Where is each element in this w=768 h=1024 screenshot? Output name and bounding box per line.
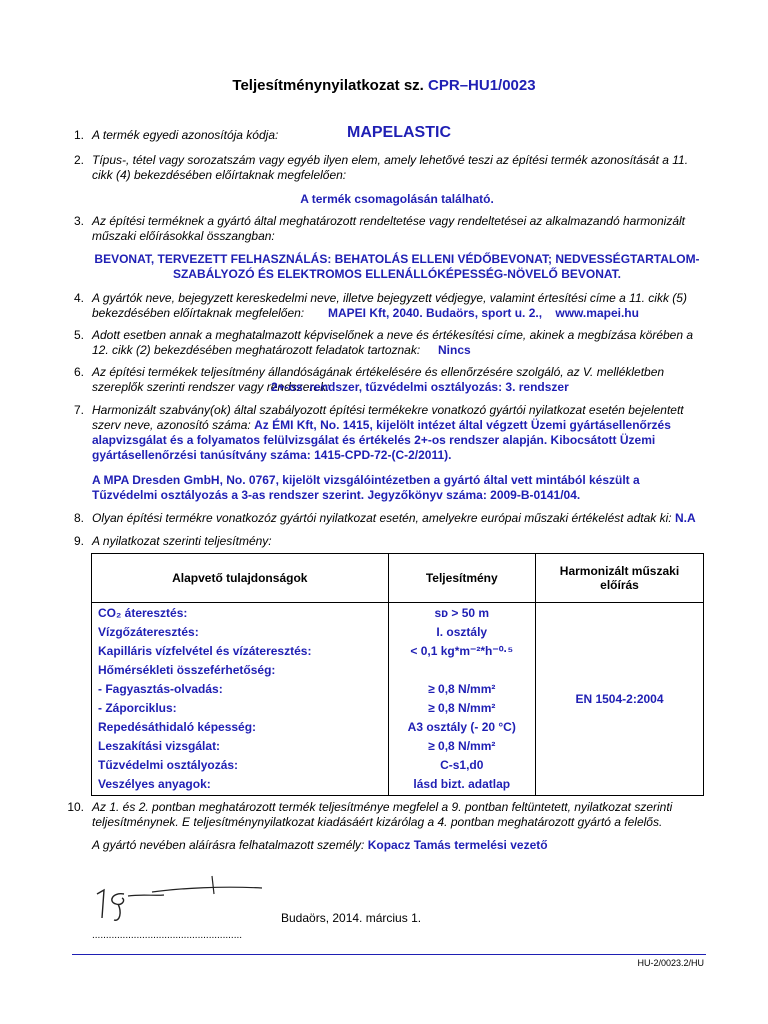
table-cell-value: [389, 661, 535, 680]
table-cell-value: sᴅ > 50 m: [434, 606, 490, 620]
item-2-text: Típus-, tétel vagy sorozatszám vagy egyéb ilyen elem, amely lehetővé teszi az építési termék azonosítását a 11. cikk (4) bekezdésében előírtaknak megfelelően:: [92, 153, 689, 182]
item-8-text: Olyan építési termékre vonatkozóz gyártói nyilatkozat esetén, amelyekre európai műszaki értékelést adtak ki:: [92, 511, 672, 525]
table-cell-value: ≥ 0,8 N/mm²: [428, 701, 496, 715]
table-body-row: [92, 603, 704, 796]
table-row: Tűzvédelmi osztályozás:: [98, 758, 239, 772]
title-prefix: Teljesítménynyilatkozat sz.: [232, 77, 424, 94]
table-row: Leszakítási vizsgálat:: [98, 739, 221, 753]
item-number: 10.: [67, 800, 84, 814]
item-3-text: Az építési terméknek a gyártó által meghatározott rendeltetése vagy rendeltetései az alkalmazandó harmonizált műszaki előírásokkal összangban:: [92, 214, 685, 243]
footer-divider: [72, 954, 706, 955]
item-number: 1.: [73, 128, 84, 142]
performance-column: [388, 603, 535, 796]
footer-code: HU-2/0023.2/HU: [637, 958, 704, 968]
product-code: MAPELASTIC: [347, 124, 451, 141]
item-1-text: A termék egyedi azonosítója kódja:: [92, 128, 279, 142]
item-7-value2: A MPA Dresden GmbH, No. 0767, kijelölt vizsgálóintézetben a gyártó által vett mintából készült a Tűzvédelmi osztályozás a 3-as rendszer szerint. Jegyzőkönyv száma: 2009-B-0141/04.: [92, 473, 640, 502]
item-4-text: A gyártók neve, bejegyzett kereskedelmi neve, illetve bejegyzett védjegye, valamint értesítési címe a 11. cikk (5) bekezdésében előírtaknak megfelelően:: [92, 291, 687, 320]
item-7-value: Az ÉMI Kft, No. 1415, kijelölt intézet által végzett Üzemi gyártásellenőrzés alapvizsgálat és a folyamatos felülvizsgálat és értékelés 2+-os rendszer alapján. Kibocsátott Üzemi gyártásellenőrzési tanúsítvány száma: 1415-CPD-72-(C-2/2011).: [92, 418, 671, 462]
table-cell-value: lásd bizt. adatlap: [413, 777, 511, 791]
table-row: Hőmérsékleti összeférhetőség:: [98, 663, 276, 677]
handwritten-signature: [92, 872, 272, 924]
standard-cell: EN 1504-2:2004: [535, 603, 703, 796]
properties-column: [92, 603, 389, 796]
table-row: - Fagyasztás-olvadás:: [98, 682, 223, 696]
item-3-value-line2: SZABÁLYOZÓ ÉS ELEKTROMOS ELLENÁLLÓKÉPESSÉG-NÖVELŐ BEVONAT.: [172, 267, 622, 281]
table-cell-value: ≥ 0,8 N/mm²: [428, 682, 496, 696]
item-number: 4.: [73, 291, 84, 305]
performance-table: [91, 553, 704, 796]
document-title: [0, 77, 768, 94]
table-header-properties: Alapvető tulajdonságok: [92, 554, 389, 603]
table-row: - Záporciklus:: [98, 701, 177, 715]
item-number: 7.: [73, 403, 84, 417]
item-number: 6.: [73, 365, 84, 379]
table-cell-value: < 0,1 kg*m⁻²*h⁻⁰·⁵: [410, 644, 514, 658]
item-number: 3.: [73, 214, 84, 228]
item-7-text: Harmonizált szabvány(ok) által szabályozott építési termékekre vonatkozó gyártói nyilatkozat esetén bejelentett szerv neve, azonosító száma:: [92, 403, 684, 432]
signatory-value: Kopacz Tamás termelési vezető: [367, 838, 548, 852]
item-10-text: Az 1. és 2. pontban meghatározott termék teljesítménye megfelel a 9. pontban feltüntetett, nyilatkozat szerinti teljesítménynek. E teljesítménynyilatkozat kiadásáért kizárólag a 4. pontban meghatározott gyártó a felelős.: [92, 800, 673, 829]
table-cell-value: A3 osztály (- 20 °C): [407, 720, 516, 734]
item-9-text: A nyilatkozat szerinti teljesítmény:: [92, 534, 272, 548]
signature-dots: ......................................................: [92, 930, 243, 941]
item-5-text: Adott esetben annak a meghatalmazott képviselőnek a neve és értékesítési címe, akinek a megbízása körében a 12. cikk (2) bekezdésében meghatározott feladatok tartoznak:: [92, 328, 694, 357]
item-number: 9.: [73, 534, 84, 548]
table-cell-value: C-s1,d0: [440, 758, 484, 772]
table-row: CO₂ áteresztés:: [98, 606, 188, 620]
title-code: CPR–HU1/0023: [428, 77, 536, 94]
table-header-performance: Teljesítmény: [388, 554, 535, 603]
item-3-value-line1: BEVONAT, TERVEZETT FELHASZNÁLÁS: BEHATOLÁS ELLENI VÉDŐBEVONAT; NEDVESSÉGTARTALOM-: [94, 252, 700, 266]
item-5-value: Nincs: [438, 343, 471, 357]
item-7-block: [92, 403, 702, 463]
table-row: Repedésáthidaló képesség:: [98, 720, 257, 734]
place-date: Budaörs, 2014. március 1.: [281, 911, 422, 925]
item-8-value: N.A: [674, 511, 696, 525]
item-4-value: MAPEI Kft, 2040. Budaörs, sport u. 2., www.mapei.hu: [328, 306, 639, 320]
item-6-value: 2+-os rendszer, tűzvédelmi osztályozás: 3. rendszer: [271, 380, 569, 394]
item-number: 8.: [73, 511, 84, 525]
table-cell-value: I. osztály: [436, 625, 488, 639]
item-6-text: Az építési termékek teljesítmény állandóságának értékelésére és ellenőrzésére szolgáló, az V. mellékletben szereplők szerinti rendszer vagy rendszerek:: [92, 365, 665, 394]
signatory-label: A gyártó nevében aláírásra felhatalmazott személy:: [92, 838, 365, 852]
item-number: 2.: [73, 153, 84, 167]
table-header-row: [92, 554, 704, 603]
item-2-value: A termék csomagolásán található.: [300, 192, 494, 206]
table-header-standard: Harmonizált műszaki előírás: [535, 554, 703, 603]
signatory-line: [92, 838, 548, 852]
table-cell-value: ≥ 0,8 N/mm²: [428, 739, 496, 753]
item-number: 5.: [73, 328, 84, 342]
item-8-block: [92, 511, 722, 526]
table-row: Vízgőzáteresztés:: [98, 625, 199, 639]
table-row: Kapilláris vízfelvétel és vízáteresztés:: [98, 644, 312, 658]
table-row: Veszélyes anyagok:: [98, 777, 211, 791]
